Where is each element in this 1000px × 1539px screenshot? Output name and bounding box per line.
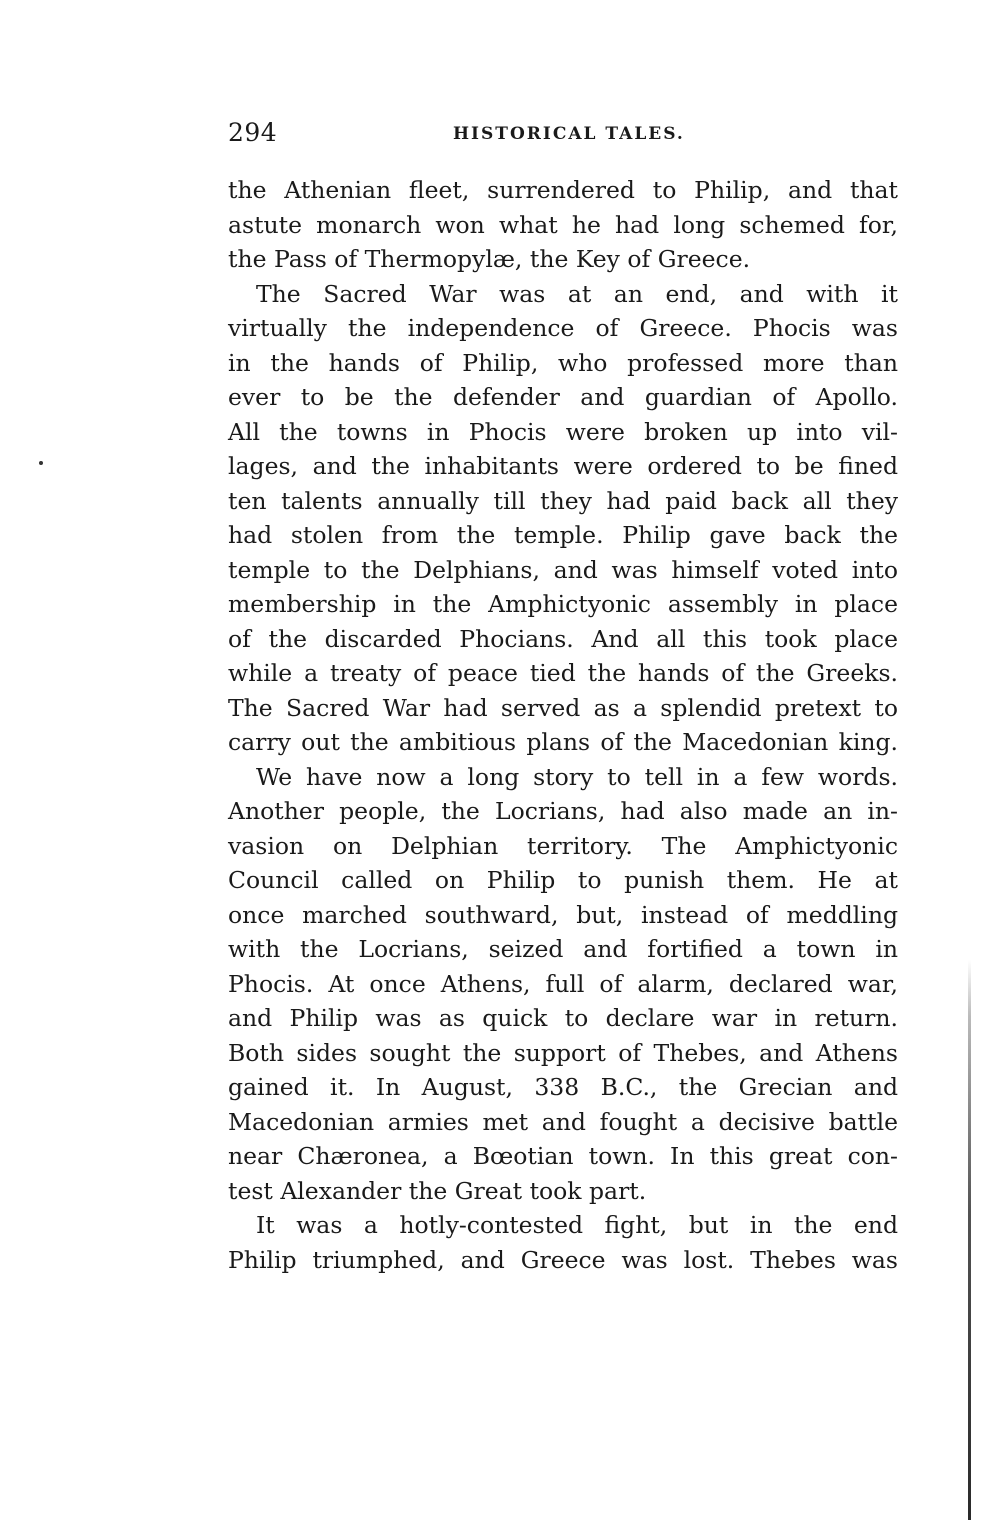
text-line: The Sacred War was at an end, and with it bbox=[256, 279, 898, 308]
text-line: of the discarded Phocians. And all this took place bbox=[228, 624, 898, 653]
text-line: the Athenian fleet, surrendered to Philip, and that bbox=[228, 176, 898, 204]
text-line: and Philip was as quick to declare war in return. bbox=[228, 1004, 898, 1032]
page-edge-shadow bbox=[968, 960, 971, 1520]
text-line: astute monarch won what he had long schemed for, bbox=[228, 210, 898, 239]
text-line: vasion on Delphian territory. The Amphictyonic bbox=[228, 831, 898, 860]
text-line: All the towns in Phocis were broken up into vil- bbox=[228, 417, 898, 446]
text-line: Macedonian armies met and fought a decisive battle bbox=[228, 1107, 898, 1136]
page-number: 294 bbox=[228, 118, 278, 147]
text-line: Phocis. At once Athens, full of alarm, declared war, bbox=[228, 969, 898, 998]
text-line: test Alexander the Great took part. bbox=[228, 1176, 647, 1205]
text-line: near Chæronea, a Bœotian town. In this great con- bbox=[228, 1142, 898, 1170]
page-header bbox=[228, 118, 898, 152]
text-line: the Pass of Thermopylæ, the Key of Greece. bbox=[228, 245, 751, 273]
text-line: Council called on Philip to punish them. He at bbox=[228, 866, 898, 894]
text-line: had stolen from the temple. Philip gave back the bbox=[228, 521, 898, 549]
text-line: carry out the ambitious plans of the Macedonian king. bbox=[228, 728, 898, 756]
text-line: membership in the Amphictyonic assembly in place bbox=[228, 590, 898, 618]
text-line: with the Locrians, seized and fortified a town in bbox=[228, 935, 898, 963]
ink-speck bbox=[39, 461, 43, 465]
text-line: ten talents annually till they had paid back all they bbox=[228, 486, 898, 515]
text-line: It was a hotly-contested fight, but in the end bbox=[256, 1211, 898, 1239]
text-line: lages, and the inhabitants were ordered to be fined bbox=[228, 452, 898, 480]
text-line: temple to the Delphians, and was himself voted into bbox=[228, 555, 898, 584]
text-line: gained it. In August, 338 B.C., the Grecian and bbox=[228, 1073, 898, 1101]
text-line: The Sacred War had served as a splendid pretext to bbox=[228, 693, 898, 722]
text-line: once marched southward, but, instead of meddling bbox=[228, 900, 898, 929]
text-line: We have now a long story to tell in a few words. bbox=[256, 762, 898, 791]
body-text bbox=[228, 173, 898, 1277]
text-line: in the hands of Philip, who professed more than bbox=[228, 348, 898, 377]
text-line: Another people, the Locrians, had also made an in- bbox=[228, 797, 898, 825]
text-line: virtually the independence of Greece. Phocis was bbox=[228, 314, 898, 342]
text-line: ever to be the defender and guardian of Apollo. bbox=[228, 383, 898, 411]
running-head: HISTORICAL TALES. bbox=[453, 124, 685, 144]
text-line: Both sides sought the support of Thebes, and Athens bbox=[228, 1038, 898, 1067]
text-line: Philip triumphed, and Greece was lost. Thebes was bbox=[228, 1245, 898, 1274]
text-line: while a treaty of peace tied the hands of the Greeks. bbox=[228, 659, 898, 687]
